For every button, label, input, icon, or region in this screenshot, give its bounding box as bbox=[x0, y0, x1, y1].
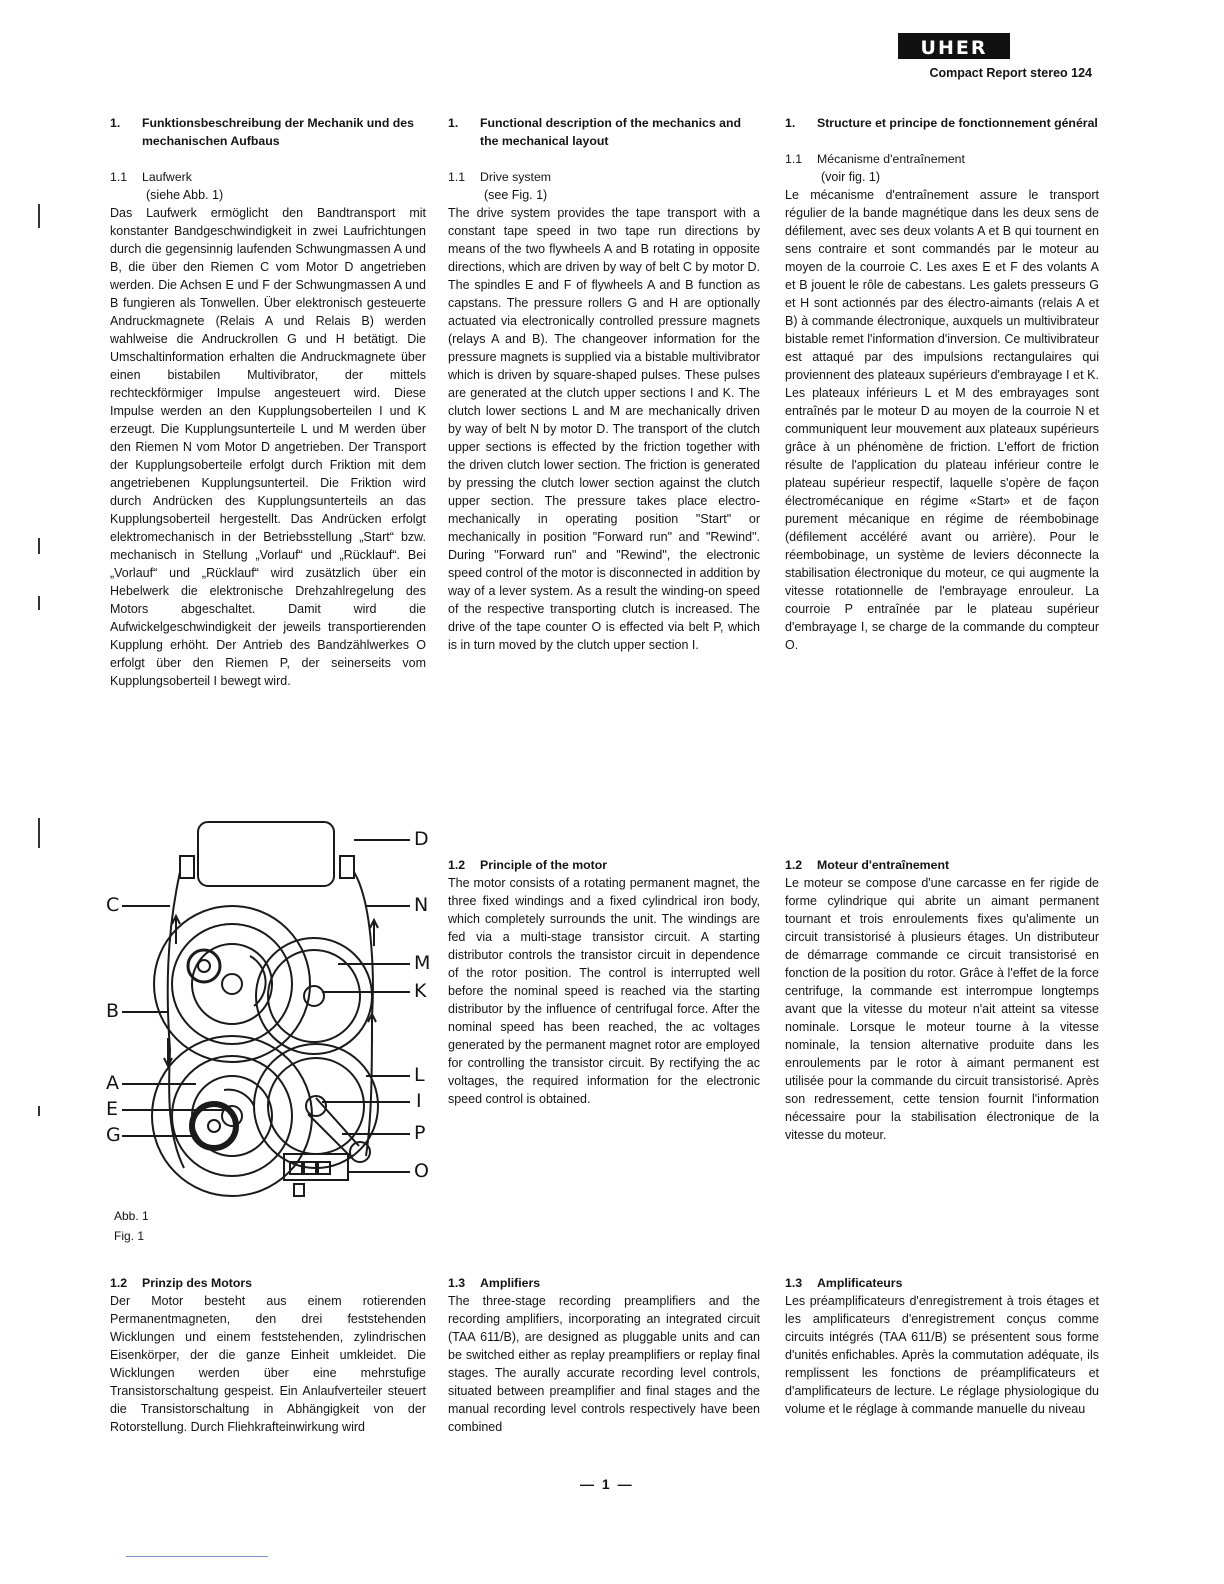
label-o: O bbox=[414, 1160, 429, 1182]
french-motor-section bbox=[785, 856, 1099, 1144]
margin-mark bbox=[38, 596, 40, 610]
german-column-top bbox=[110, 114, 426, 690]
english-column-top bbox=[448, 114, 760, 654]
figure-caption-de: Abb. 1 bbox=[114, 1209, 149, 1223]
label-i: I bbox=[416, 1090, 422, 1112]
french-column-top bbox=[785, 114, 1099, 654]
label-n: N bbox=[414, 894, 429, 916]
body-paragraph: The drive system provides the tape transport with a constant tape speed in two tape run directions by means of the two flywheels A and B rotating in opposite directions, which are driven by way of belt C by motor D. The spindles E and F of flywheels A and B function as capstans. The pressure rollers G and H are optionally actuated via electronically controlled pressure magnets (relays A and B). The changeover information for the pressure magnets is supplied via a bistable multivibrator which is driven by square-shaped pulses. These pulses are generated at the clutch upper sections I and K. The clutch lower sections L and M are mechanically driven by way of belt N by motor D. The transport of the clutch upper sections is effected by the friction together with the driven clutch lower section. The friction is generated by pressing the clutch lower section against the clutch upper section. The pressure takes place electro-mechanically in operating position "Start" or mechanically in position "Forward run" and "Rewind". During "Forward run" and "Rewind", the electronic speed control of the motor is disconnected in addition by way of a lever system. As a result the winding-on speed of the respective transporting clutch is increased. The drive of the tape counter O is effected via belt P, which is in turn moved by the clutch upper section I. bbox=[448, 206, 760, 652]
drive-mechanism-diagram bbox=[104, 816, 444, 1206]
label-k: K bbox=[414, 980, 427, 1002]
label-b: B bbox=[106, 1000, 120, 1022]
figure-reference: (see Fig. 1) bbox=[484, 188, 548, 202]
label-m: M bbox=[414, 952, 431, 974]
subsection-heading: 1.1 Drive system bbox=[448, 170, 552, 184]
subsection-heading: 1.2 Principle of the motor bbox=[448, 858, 608, 872]
body-paragraph: Les préamplificateurs d'enregistrement à trois étages et les amplificateurs d'enregistrement conçus comme circuits intégrés (TAA 611/B) se présentent sous forme d'unités enfichables. Après la commutation adéquate, ils remplissent les fonctions de préamplificateurs et d'amplificateurs de lecture. Le réglage physiologique du volume et le réglage à commande manuelle du niveau bbox=[785, 1294, 1099, 1416]
body-paragraph: Le moteur se compose d'une carcasse en fer rigide de forme cylindrique qui abrite un aimant permanent tournant et trois enroulements fixes qu'alimente un circuit transistorisé à plusieurs étages. Un distributeur de démarrage commande ce circuit transistorisé en fonction de la position du rotor. Grâce à l'effet de la force centrifuge, la commande est interrompue longtemps avant que la vitesse du moteur n'ait atteint sa vitesse nominale. Lorsque le moteur tourne à la vitesse nominale, la tension alternative produite dans les enroulements par le rotor à aimant permanent est utilisée pour la commande du circuit transistorisé. Après son redressement, cette tension fournit l'information nécessaire pour la stabilisation électronique de la vitesse du moteur. bbox=[785, 876, 1099, 1142]
motor-pulley-right bbox=[340, 856, 354, 878]
margin-mark bbox=[38, 204, 40, 228]
body-paragraph: Le mécanisme d'entraînement assure le transport régulier de la bande magnétique dans les deux sens de défilement, avec ses deux volants A et B qui tournent en sens contraire et sont commandés par le moteur au moyen de la courroie C. Les axes E et F des volants A et B jouent le rôle de cabestans. Les galets presseurs G et H sont actionnés par des électro-aimants (relais A et B) à commande électronique, auxquels un multivibrateur bistable remet l'information d'inversion. Ce multivibrateur est attaqué par des impulsions rectangulaires qui proviennent des plateaux supérieurs d'embrayage I et K. Les plateaux inférieurs L et M des embrayages sont entraînés par le moteur D au moyen de la courroie N et communiquent leur mouvement aux plateaux supérieurs grâce à un phénomène de friction. L'effort de friction résulte de l'application du plateau inférieur contre le plateau supérieur respectif, laquelle s'opère de façon électromécanique en régime «Start» et de façon purement mécanique en régime de réembobinage (défilement accéléré avant ou arrière). Pour le réembobinage, un système de leviers déconnecte la stabilisation électronique du moteur, ce qui augmente la vitesse rotationnelle de l'embrayage enrouleur. La courroie P entraînée par le plateau supérieur d'embrayage I, se charge de la commande du compteur O. bbox=[785, 188, 1099, 652]
margin-mark bbox=[38, 818, 40, 848]
subsection-heading: 1.2 Prinzip des Motors bbox=[110, 1276, 252, 1290]
margin-mark bbox=[38, 1106, 40, 1116]
body-paragraph: The three-stage recording preamplifiers and the recording amplifiers, incorporating an integrated circuit (TAA 611/B), are designed as pluggable units and can be switched either as replay preamplifiers or replay final stages. The aurally accurate recording level controls, situated between preamplifier and final stages and the manual recording level controls respectively have been combined bbox=[448, 1294, 760, 1434]
motor-pulley-left bbox=[180, 856, 194, 878]
clutch-l-i bbox=[254, 1044, 378, 1168]
label-l: L bbox=[414, 1064, 425, 1086]
subsection-heading: 1.3 Amplifiers bbox=[448, 1276, 541, 1290]
flywheel-b bbox=[154, 906, 310, 1062]
subsection-heading: 1.3 Amplificateurs bbox=[785, 1276, 903, 1290]
figure-caption-en: Fig. 1 bbox=[114, 1229, 145, 1243]
subsection-heading: 1.2 Moteur d'entraînement bbox=[785, 858, 950, 872]
document-subtitle: Compact Report stereo 124 bbox=[929, 66, 1092, 80]
bottom-rule bbox=[126, 1556, 268, 1557]
margin-mark bbox=[38, 538, 40, 554]
label-g: G bbox=[106, 1124, 121, 1146]
body-paragraph: Der Motor besteht aus einem rotierenden Permanentmagneten, den drei feststehenden Wicklungen und einem feststehenden, zylindrischen Eisenkörper, der die ganze Einheit umkleidet. Die Wicklungen werden über eine mehrstufige Transistorschaltung gespeist. Ein Anlaufverteiler steuert die Transistorschaltung in Abhängigkeit von der Rotorstellung. Durch Fliehkrafteinwirkung wird bbox=[110, 1294, 426, 1434]
figure-reference: (voir fig. 1) bbox=[821, 170, 881, 184]
body-paragraph: Das Laufwerk ermöglicht den Bandtransport mit konstanter Bandgeschwindigkeit in zwei Laufrichtungen durch die gegensinnig laufenden Schwungmassen A und B, die über den Riemen C vom Motor D angetrieben werden. Die Achsen E und F der Schwungmassen A und B fungieren als Tonwellen. Über elektronisch gesteuerte Andruckmagnete (Relais A und Relais B) werden wahlweise die Andruckrollen G und H betätigt. Die Umschaltinformation erhalten die Andruckmagnete über einen bistabilen Multivibrator, der mittels rechteckförmiger Impulse angesteuert wird. Diese Impulse werden an den Kupplungsoberteilen I und K erzeugt. Die Kupplungsunterteile L und M werden über den Riemen N vom Motor D angetrieben. Der Transport der Kupplungsoberteile erfolgt durch Friktion mit dem angetriebenen Kupplungsunterteil. Die Friktion wird durch Andrücken des Kupplungsunterteils an das Kupplungsoberteil hergestellt. Das Andrücken erfolgt elektromechanisch in der Betriebsstellung „Start“ bzw. mechanisch in Stellung „Vorlauf“ und „Rücklauf“. Bei „Vorlauf“ und „Rücklauf“ wird zusätzlich über ein Hebelwerk die elektronische Drehzahlregelung des Motors abgeschaltet. Damit wird die Aufwickelgeschwindigkeit der jeweils transportierenden Kupplung erhöht. Der Antrieb des Bandzählwerkes O erfolgt über den Riemen P, der seinerseits vom Kupplungsoberteil I bewegt wird. bbox=[110, 206, 426, 688]
body-paragraph: The motor consists of a rotating permanent magnet, the three fixed windings and a fixed cylindrical iron body, which completely surrounds the unit. The windings are fed via a multi-stage transistor circuit. A starting distributor controls the transistor circuit in dependence of the rotor position. The control is interrupted well before the nominal speed is reached via the starting distributor by the influence of centrifugal force. After the nominal speed has been reached, the ac voltages generated by the permanent magnet rotor are employed for controlling the transistor circuit. By rectifying the ac voltages, the required information for the electronic speed control is obtained. bbox=[448, 876, 760, 1106]
label-a: A bbox=[106, 1072, 119, 1094]
figure-1 bbox=[104, 816, 444, 1206]
motor-d bbox=[198, 822, 334, 886]
section-heading: 1. Structure et principe de fonctionnement général bbox=[785, 116, 1098, 130]
section-heading: 1. Functional description of the mechanics and the mechanical layout bbox=[448, 116, 742, 148]
label-e: E bbox=[106, 1098, 119, 1120]
figure-reference: (siehe Abb. 1) bbox=[146, 188, 224, 202]
french-amplifiers-section bbox=[785, 1274, 1099, 1418]
uher-logo: UHER bbox=[898, 33, 1010, 59]
subsection-heading: 1.1 Laufwerk bbox=[110, 170, 192, 184]
page-number: — 1 — bbox=[580, 1476, 634, 1492]
subsection-heading: 1.1 Mécanisme d'entraînement bbox=[785, 152, 965, 166]
clutch-m-k bbox=[256, 938, 372, 1054]
english-amplifiers-section bbox=[448, 1274, 760, 1436]
german-motor-section bbox=[110, 1274, 426, 1436]
label-d: D bbox=[414, 828, 429, 850]
section-heading: 1. Funktionsbeschreibung der Mechanik und des mechanischen Aufbaus bbox=[110, 116, 414, 148]
label-c: C bbox=[106, 894, 120, 916]
english-motor-section bbox=[448, 856, 760, 1108]
label-p: P bbox=[414, 1122, 426, 1144]
